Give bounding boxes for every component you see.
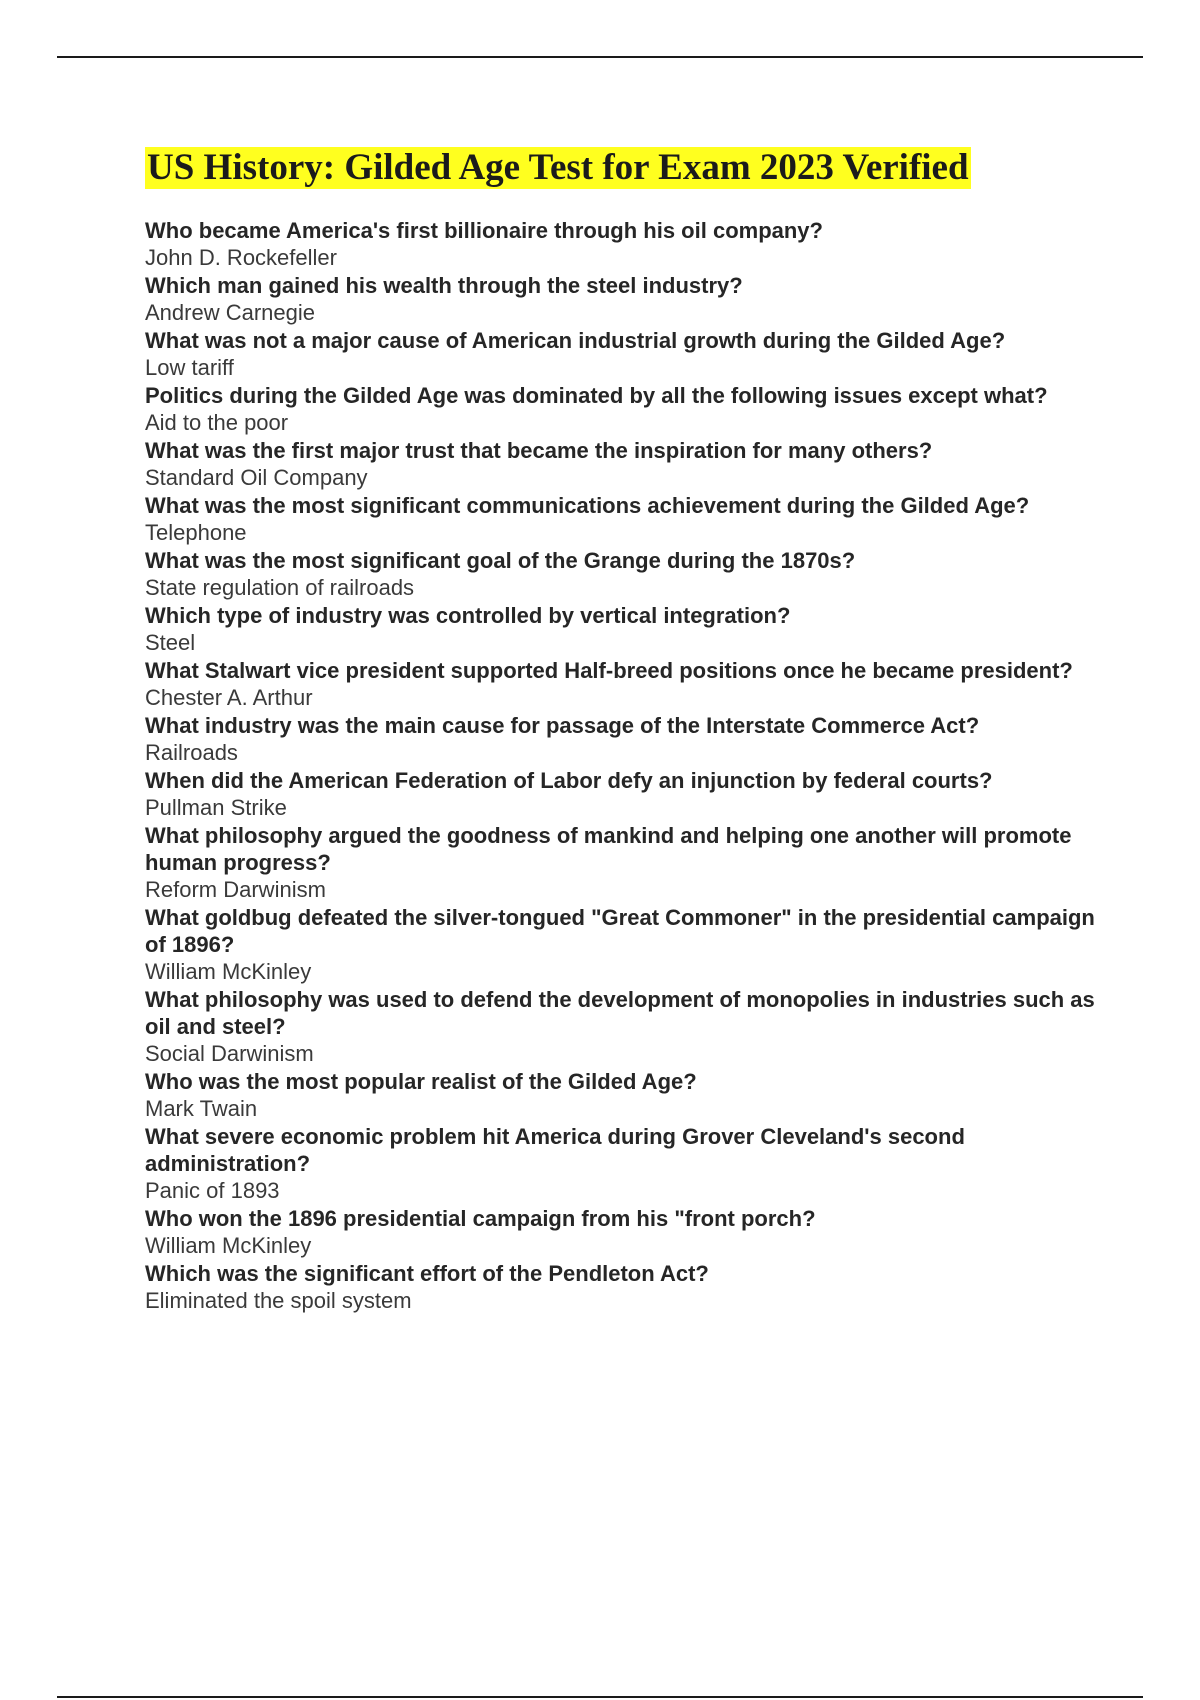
question: What severe economic problem hit America during Grover Cleveland's second administration? xyxy=(145,1124,965,1176)
question: What goldbug defeated the silver-tongued "Great Commoner" in the presidential campaign of 1896? xyxy=(145,905,1095,957)
qa-item xyxy=(145,767,1095,822)
qa-item xyxy=(145,1068,1095,1123)
question: Politics during the Gilded Age was dominated by all the following issues except what? xyxy=(145,383,1048,408)
question: Which type of industry was controlled by vertical integration? xyxy=(145,603,791,628)
qa-item xyxy=(145,602,1095,657)
qa-item xyxy=(145,712,1095,767)
answer: Mark Twain xyxy=(145,1096,258,1121)
qa-item xyxy=(145,986,1095,1068)
answer: Andrew Carnegie xyxy=(145,300,315,325)
qa-item xyxy=(145,327,1095,382)
question: When did the American Federation of Labor defy an injunction by federal courts? xyxy=(145,768,993,793)
answer: Aid to the poor xyxy=(145,410,289,435)
question: Who was the most popular realist of the Gilded Age? xyxy=(145,1069,697,1094)
answer: Reform Darwinism xyxy=(145,877,326,902)
answer: Panic of 1893 xyxy=(145,1178,280,1203)
question: What was the most significant communications achievement during the Gilded Age? xyxy=(145,493,1030,518)
answer: John D. Rockefeller xyxy=(145,245,337,270)
answer: Standard Oil Company xyxy=(145,465,368,490)
answer: Steel xyxy=(145,630,196,655)
answer: State regulation of railroads xyxy=(145,575,415,600)
qa-item xyxy=(145,217,1095,272)
answer: Railroads xyxy=(145,740,238,765)
qa-item xyxy=(145,547,1095,602)
question: What was not a major cause of American industrial growth during the Gilded Age? xyxy=(145,328,1006,353)
qa-item xyxy=(145,437,1095,492)
question: What was the most significant goal of the Grange during the 1870s? xyxy=(145,548,856,573)
qa-item xyxy=(145,657,1095,712)
question: Which was the significant effort of the Pendleton Act? xyxy=(145,1261,709,1286)
answer: Chester A. Arthur xyxy=(145,685,313,710)
qa-item xyxy=(145,1205,1095,1260)
question: Which man gained his wealth through the steel industry? xyxy=(145,273,743,298)
title-block xyxy=(145,147,971,189)
qa-list xyxy=(145,217,1095,1315)
qa-item xyxy=(145,822,1095,904)
bottom-rule xyxy=(57,1696,1143,1698)
top-rule xyxy=(57,56,1143,58)
qa-item xyxy=(145,492,1095,547)
question: Who became America's first billionaire through his oil company? xyxy=(145,218,823,243)
qa-item xyxy=(145,1123,1095,1205)
answer: Low tariff xyxy=(145,355,234,380)
document-title: US History: Gilded Age Test for Exam 2023 Verified xyxy=(147,147,969,188)
qa-item xyxy=(145,272,1095,327)
answer: William McKinley xyxy=(145,959,312,984)
question: What industry was the main cause for passage of the Interstate Commerce Act? xyxy=(145,713,980,738)
answer: William McKinley xyxy=(145,1233,312,1258)
question: What philosophy argued the goodness of mankind and helping one another will promote human progress? xyxy=(145,823,1072,875)
question: What Stalwart vice president supported Half-breed positions once he became president? xyxy=(145,658,1073,683)
qa-item xyxy=(145,904,1095,986)
question: What was the first major trust that became the inspiration for many others? xyxy=(145,438,933,463)
qa-item xyxy=(145,382,1095,437)
qa-item xyxy=(145,1260,1095,1315)
answer: Social Darwinism xyxy=(145,1041,314,1066)
question: Who won the 1896 presidential campaign from his "front porch? xyxy=(145,1206,816,1231)
answer: Telephone xyxy=(145,520,247,545)
question: What philosophy was used to defend the development of monopolies in industries such as oil and steel? xyxy=(145,987,1095,1039)
answer: Pullman Strike xyxy=(145,795,287,820)
answer: Eliminated the spoil system xyxy=(145,1288,412,1313)
